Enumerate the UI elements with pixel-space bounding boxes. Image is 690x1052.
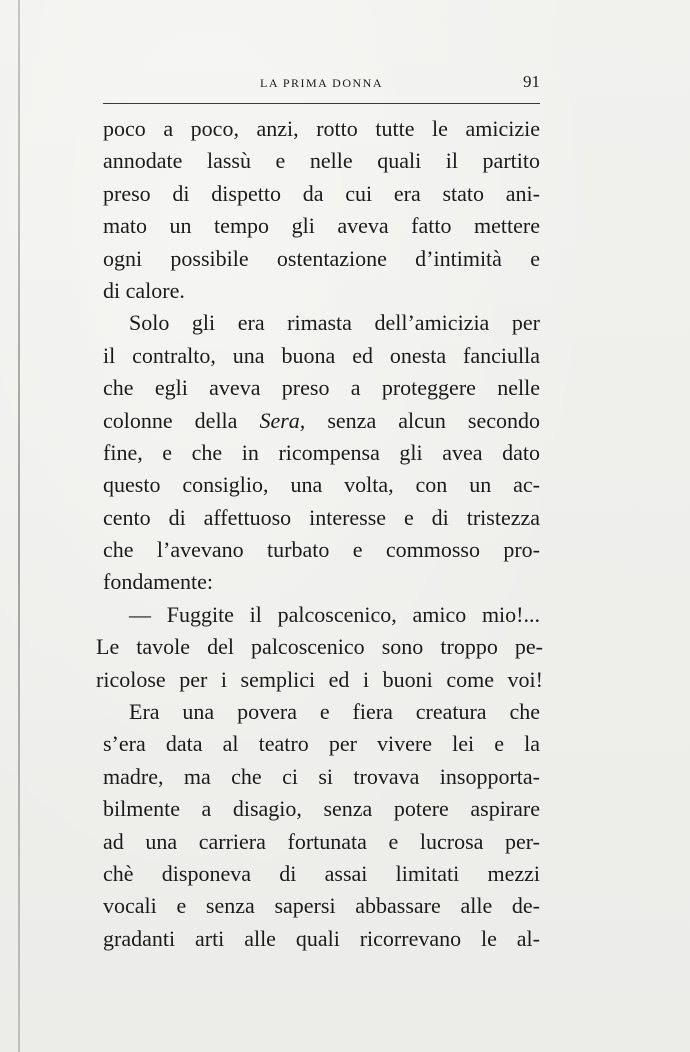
text-line: ogni possibile ostentazione d’intimità e	[103, 245, 540, 271]
text-segment: senza alcun secondo	[327, 407, 541, 433]
text-line: ad una carriera fortunata e lucrosa per-	[103, 828, 540, 854]
text-line: Le tavole del palcoscenico sono troppo pe-	[96, 634, 543, 660]
text-line: chè disponeva di assai limitati mezzi	[103, 860, 540, 886]
text-line: madre, ma che ci si trovava insopporta-	[103, 763, 540, 789]
page-number: 91	[523, 72, 540, 91]
binding-edge	[18, 0, 20, 1052]
text-line: bilmente a disagio, senza potere aspirare	[103, 796, 540, 822]
text-line: mato un tempo gli aveva fatto mettere	[103, 213, 540, 239]
text-line: preso di dispetto da cui era stato ani-	[103, 180, 540, 206]
text-line: Solo gli era rimasta dell’amicizia per	[129, 310, 540, 336]
text-line: questo consiglio, una volta, con un ac-	[103, 472, 540, 498]
text-line: Era una povera e fiera creatura che	[129, 699, 540, 725]
text-line	[103, 405, 540, 437]
text-segment: colonne della	[103, 407, 238, 433]
text-line: fondamente:	[103, 569, 213, 595]
header-rule	[103, 103, 540, 104]
text-line: ricolose per i semplici ed i buoni come voi!	[96, 666, 543, 692]
text-line: vocali e senza sapersi abbassare alle de-	[103, 893, 540, 919]
text-line: di calore.	[103, 277, 185, 303]
text-line: poco a poco, anzi, rotto tutte le amicizie	[103, 116, 540, 141]
text-line: — Fuggite il palcoscenico, amico mio!...	[129, 601, 540, 627]
running-head	[103, 72, 540, 98]
running-title: LA PRIMA DONNA	[259, 76, 383, 90]
text-line: che egli aveva preso a proteggere nelle	[103, 375, 540, 401]
text-line: fine, e che in ricompensa gli avea dato	[103, 439, 540, 465]
text-line: il contralto, una buona ed onesta fanciulla	[103, 342, 540, 368]
text-line: cento di affettuoso interesse e di tristezza	[103, 504, 540, 530]
text-line: gradanti arti alle quali ricorrevano le al-	[103, 925, 540, 951]
text-line: che l’avevano turbato e commosso pro-	[103, 537, 540, 563]
newspaper-title: Sera,	[259, 407, 306, 433]
text-line: s’era data al teatro per vivere lei e la	[103, 731, 540, 757]
text-line: annodate lassù e nelle quali il partito	[103, 148, 540, 174]
body-text	[96, 113, 543, 955]
